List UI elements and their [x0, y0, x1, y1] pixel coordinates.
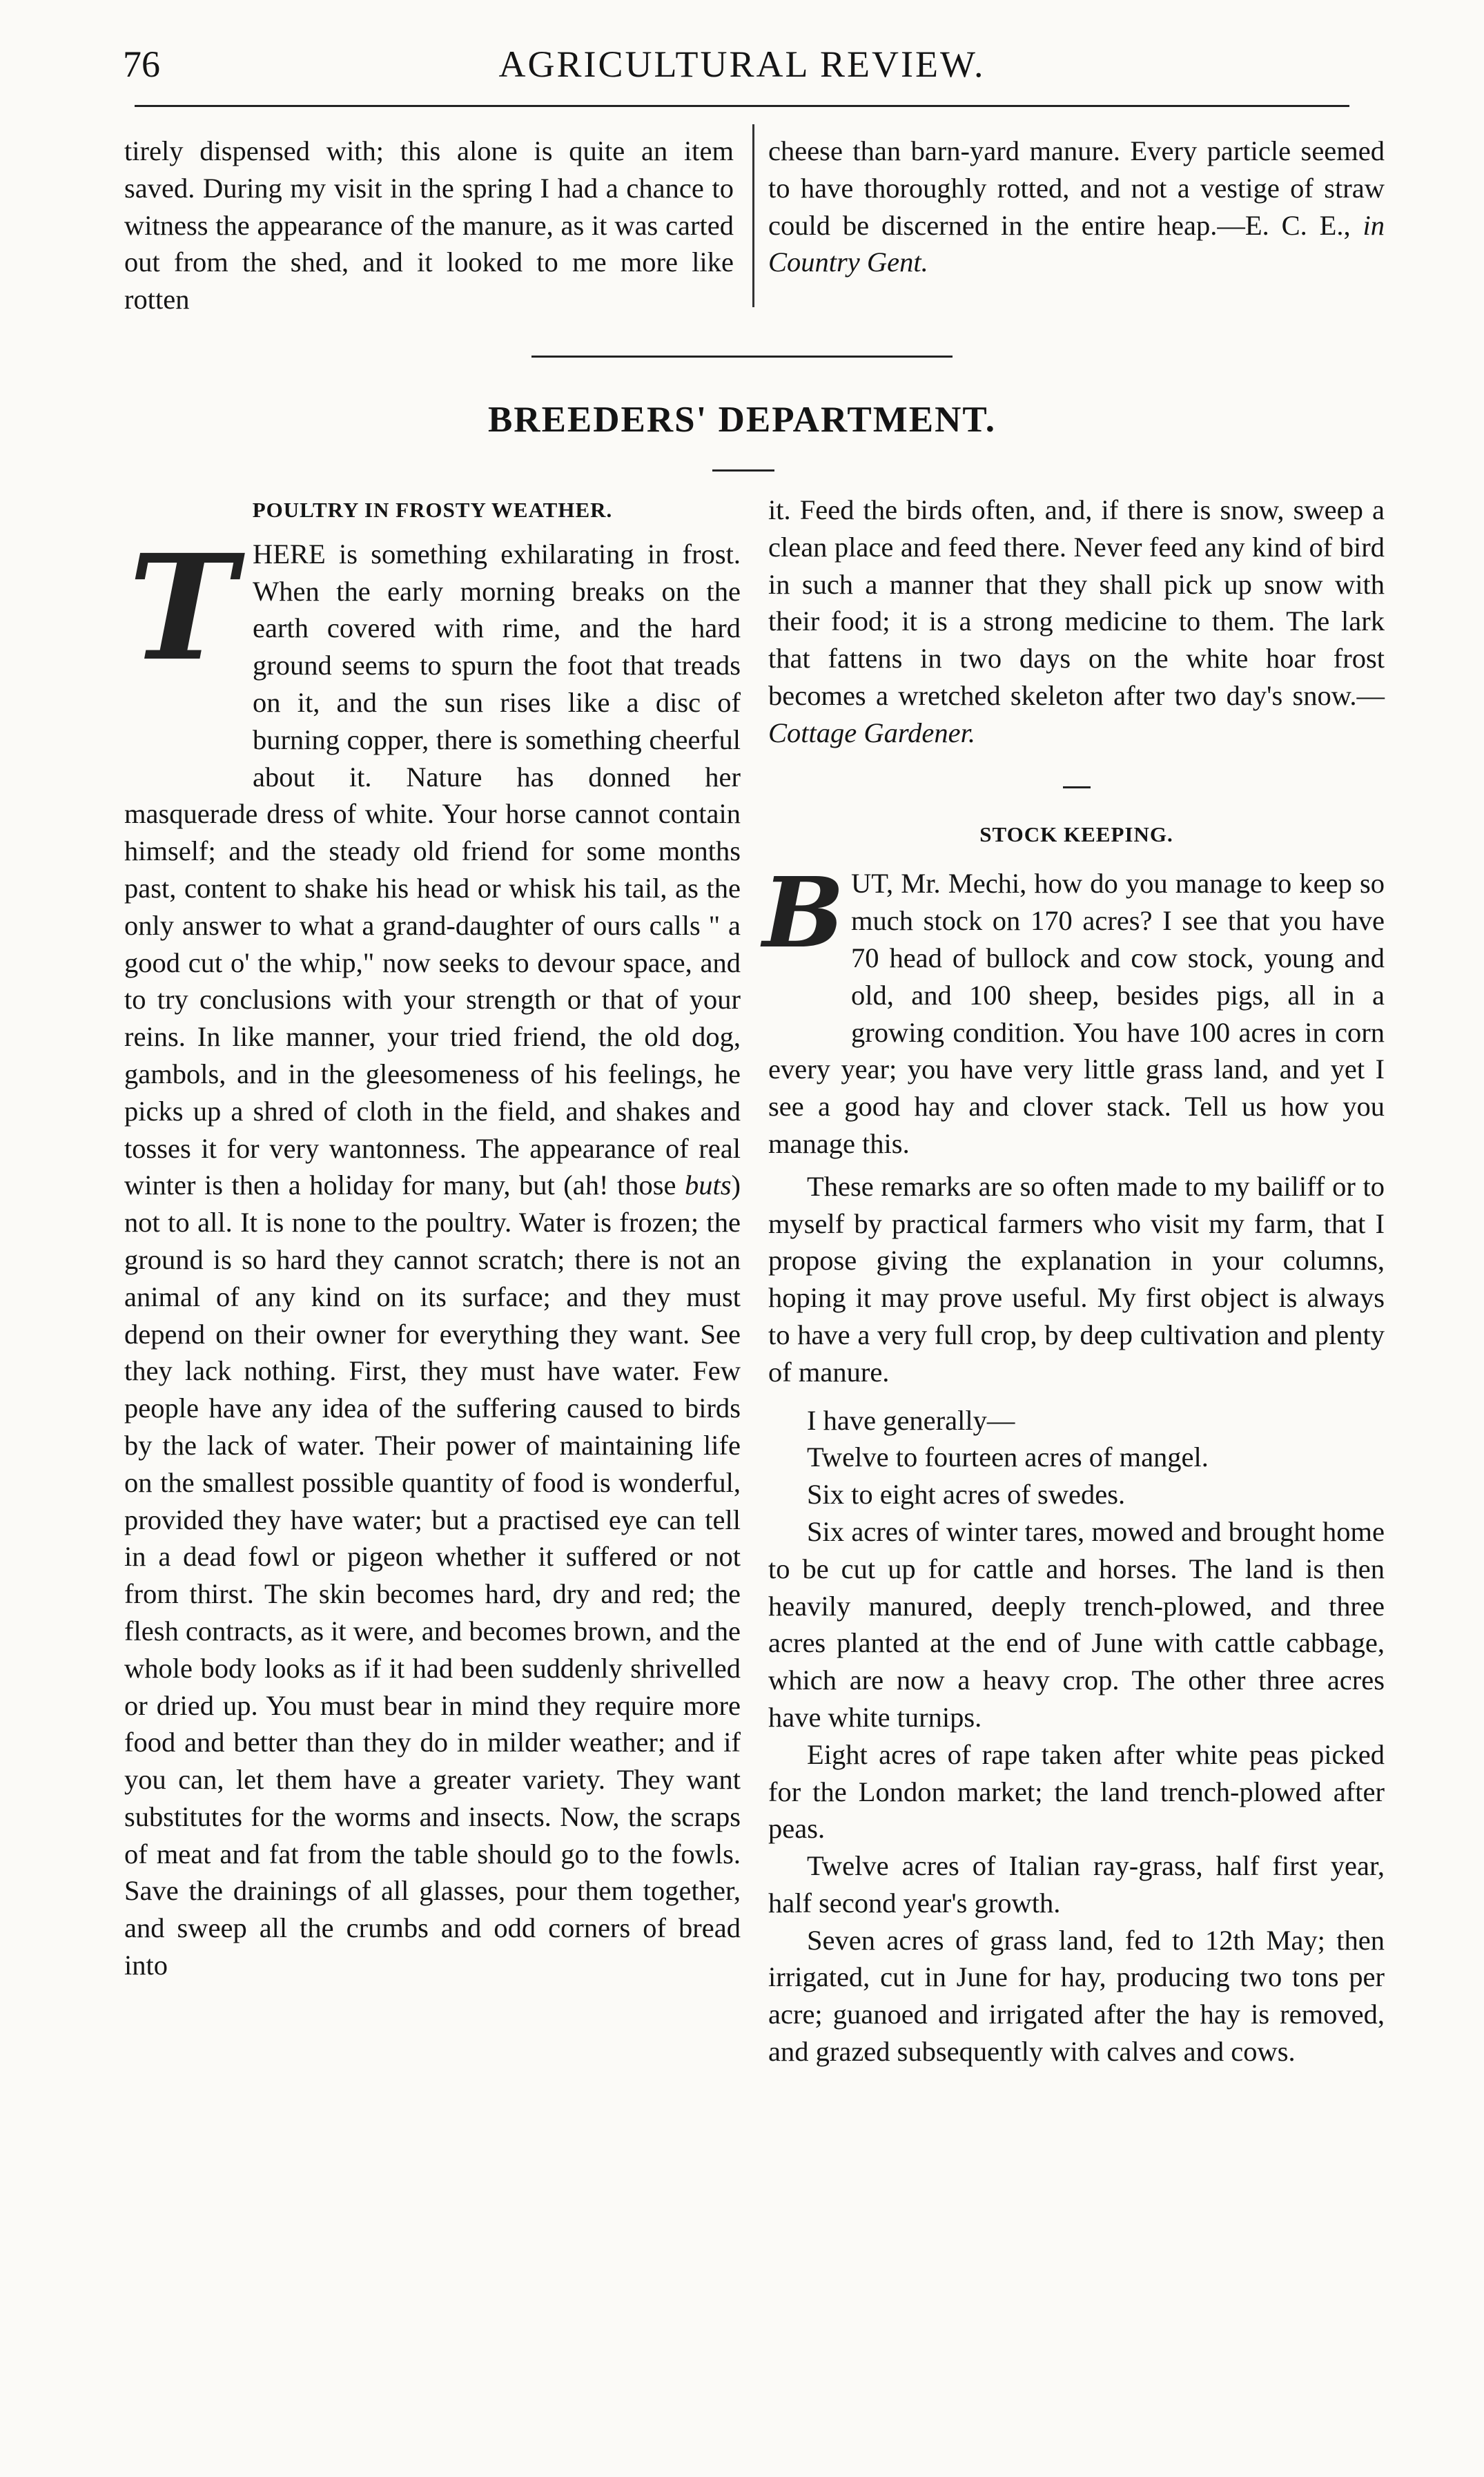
list-item: Twelve acres of Italian ray-grass, half first year, half second year's growth.	[768, 1850, 1385, 1919]
list-item: Seven acres of grass land, fed to 12th May; then irrigated, cut in June for hay, producing two tons per acre; guanoed and irrigated after the hay is removed, and grazed subsequently with calves and cows.	[768, 1924, 1385, 2068]
list-item: Six to eight acres of swedes.	[807, 1479, 1126, 1511]
ornamental-initial-t: T	[128, 522, 237, 693]
column-rule	[752, 124, 754, 307]
section-rule-bottom	[712, 469, 774, 472]
section-dash	[1063, 786, 1091, 788]
stock-para-1: UT, Mr. Mechi, how do you manage to keep so much stock on 170 acres? I see that you have 70 head of bullock and cow stock, young and old, and 100 sheep, besides pigs, all in a growing condition. You have 100 acres in corn every year; you have very little grass land, and yet I see a good hay and clover stack. Tell us how you manage this.	[768, 868, 1385, 1159]
top-right-text: cheese than barn-yard manure. Every particle seemed to have thoroughly rotted, and not a vestige of straw could be discerned in the entire heap.—E. C. E.,	[768, 135, 1385, 241]
top-right-source: in Country Gent.	[768, 209, 1385, 278]
buts-word: buts	[685, 1169, 732, 1201]
list-item: I have generally—	[807, 1404, 1015, 1436]
header-rule	[135, 105, 1349, 107]
stock-para-2: These remarks are so often made to my bailiff or to myself by practical farmers who visit my farm, that I propose giving the explanation in your columns, hoping it may prove useful. My first object is always to have a very full crop, by deep cultivation and plenty of manure.	[768, 1170, 1385, 1388]
page-number: 76	[123, 43, 160, 85]
poultry-body: HERE is something exhilarating in frost. When the early morning breaks on the earth covered with rime, and the hard ground seems to spurn the foot that treads on it, and the sun rises like a disc of burning copper, there is something cheerful about it. Nature has donned her masquerade dress of white. Your horse cannot contain himself; and the steady old friend for some months past, content to shake his head or whisk his tail, as the only answer to what a grand-daughter of ours calls " a good cut o' the whip," now seeks to devour space, and to try conclusions with your strength or that of your reins. In like manner, your tried friend, the old dog, gambols, and in the gleesomeness of his feelings, he picks up a shred of cloth in the field, and shakes and tosses it for very wantonness. The appearance of real winter is then a holiday for many, but (ah! those	[124, 538, 741, 1201]
top-left-continuation	[124, 133, 734, 318]
top-right-continuation	[768, 133, 1385, 281]
article-heading-poultry: POULTRY IN FROSTY WEATHER.	[252, 498, 613, 522]
right-column	[762, 492, 1385, 2070]
ornamental-initial-b: B	[762, 857, 845, 971]
poultry-continuation: it. Feed the birds often, and, if there is snow, sweep a clean place and feed there. Never feed any kind of bird in such a manner that they shall pick up snow with their food; it is a strong medicine to them. The lark that fattens in two days on the white hoar frost becomes a wretched skeleton after two day's snow.—	[768, 494, 1385, 711]
poultry-source: Cottage Gardener.	[768, 717, 975, 748]
section-title: BREEDERS' DEPARTMENT.	[487, 400, 997, 440]
running-title: AGRICULTURAL REVIEW.	[498, 43, 986, 85]
poultry-body-rest: ) not to all. It is none to the poultry. Water is frozen; the ground is so hard they cannot scratch; there is not an animal of any kind on its surface; and they must depend on their owner for everything they want. See they lack nothing. First, they must have water. Few people have any idea of the suffering caused to birds by the lack of water. Their power of maintaining life on the smallest possible quantity of food is wonderful, provided they have water; but a practised eye can tell in a dead fowl or pigeon whether it suffered or not from thirst. The skin becomes hard, dry and red; the flesh contracts, as it were, and becomes brown, and the whole body looks as if it had been suddenly shrivelled or dried up. You must bear in mind they require more food and better than they do in milder weather; and if you can, let them have a greater variety. They want substitutes for the worms and insects. Now, the scraps of meat and fat from the table should go to the fowls. Save the drainings of all glasses, pour them together, and sweep all the crumbs and odd corners of bread into	[124, 1169, 741, 1981]
section-rule-top	[531, 356, 953, 358]
list-item: Eight acres of rape taken after white peas picked for the London market; the land trench-plowed after peas.	[768, 1738, 1385, 1845]
top-left-text: tirely dispensed with; this alone is quite an item saved. During my visit in the spring I had a chance to witness the appearance of the manure, as it was carted out from the shed, and it looked to me more like rotten	[124, 135, 734, 315]
list-item: Twelve to fourteen acres of mangel.	[807, 1441, 1209, 1473]
article-heading-stock: STOCK KEEPING.	[979, 822, 1173, 846]
left-column	[124, 492, 741, 1984]
list-item: Six acres of winter tares, mowed and brought home to be cut up for cattle and horses. The land is then heavily manured, deeply trench-plowed, and three acres planted at the end of June with cattle cabbage, which are now a heavy crop. The other three acres have white turnips.	[768, 1515, 1385, 1733]
